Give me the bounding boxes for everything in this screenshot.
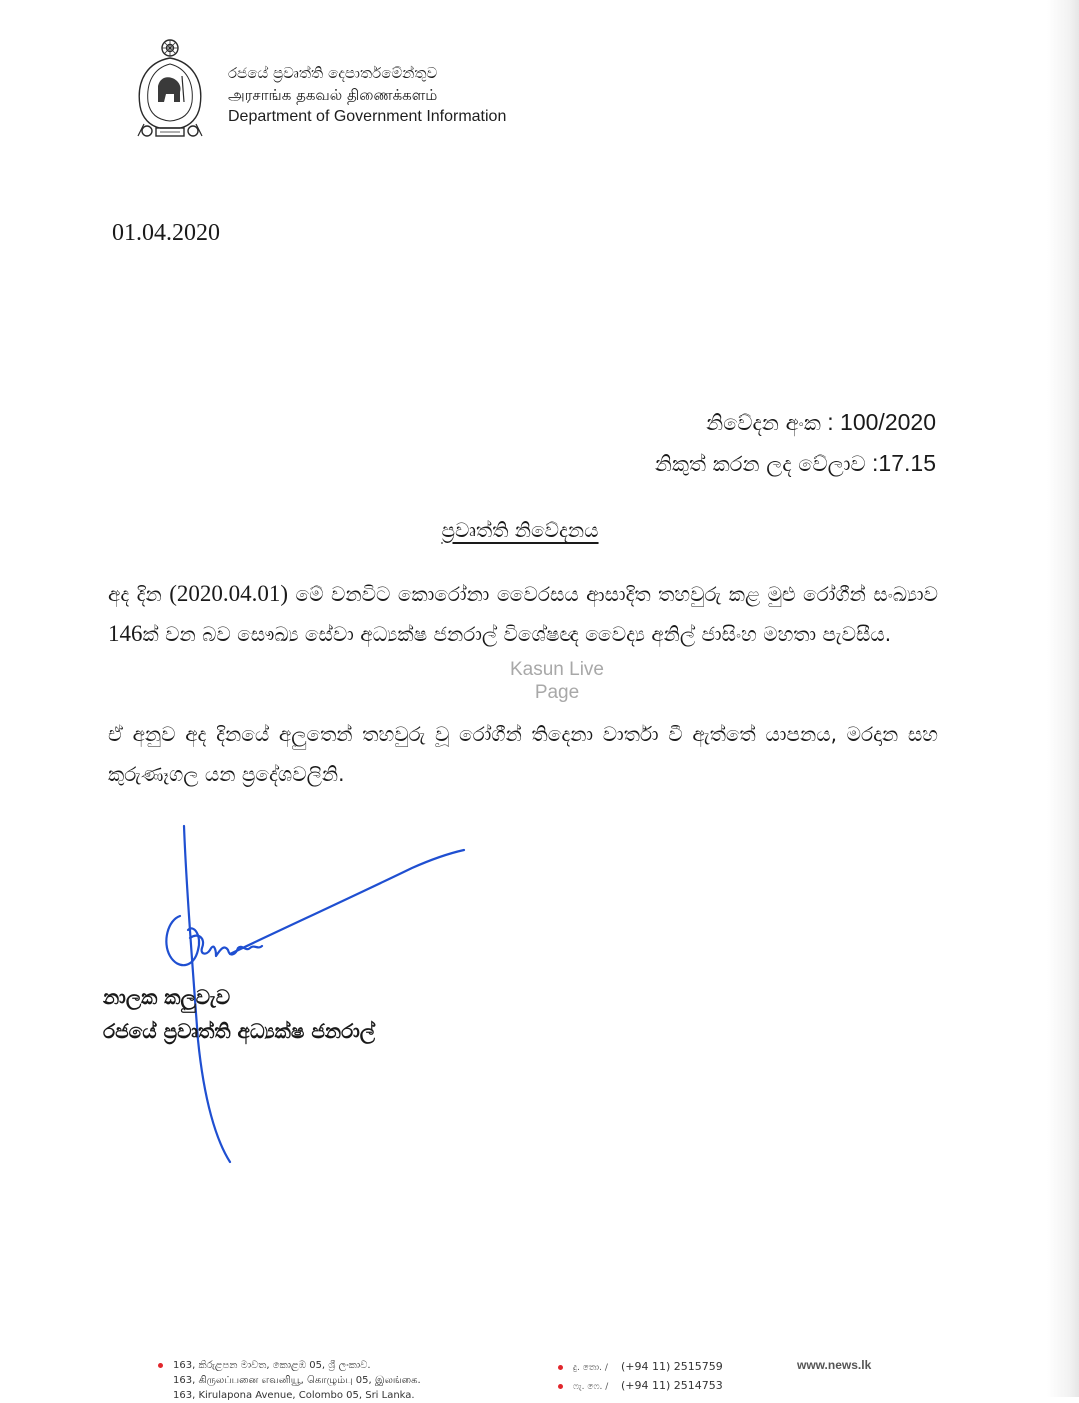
release-number-value: : 100/2020 bbox=[820, 409, 936, 435]
sri-lanka-emblem-icon bbox=[130, 36, 210, 140]
footer-contact bbox=[558, 1358, 723, 1396]
watermark-line-1: Kasun Live bbox=[509, 659, 604, 680]
bullet-icon bbox=[558, 1384, 563, 1389]
release-number-label: නිවේදන අංක bbox=[706, 411, 821, 435]
fax-label: ෆැ. ෆෙ. / bbox=[573, 1382, 609, 1392]
scan-edge-shadow bbox=[1047, 0, 1079, 1397]
issued-time-row bbox=[655, 443, 936, 484]
body-paragraph-1 bbox=[108, 574, 938, 654]
signer-designation: රජයේ ප්‍රවෘත්ති අධ්‍යක්ෂ ජනරාල් bbox=[103, 1019, 376, 1043]
dept-name-english: Department of Government Information bbox=[228, 108, 507, 125]
watermark bbox=[492, 658, 622, 704]
bullet-icon bbox=[558, 1365, 563, 1370]
paragraph1-post: ක් වන බව සෞඛ්‍ය සේවා අධ්‍යක්ෂ ජනරාල් විශේෂඥ වෛද්‍ය අනිල් ජාසිංහ මහතා පැවසීය. bbox=[142, 622, 892, 646]
phone-number: (+94 11) 2515759 bbox=[621, 1360, 723, 1373]
paragraph1-date: (2020.04.01) bbox=[169, 581, 289, 606]
phone-row bbox=[558, 1358, 723, 1377]
issued-time-label: නිකුත් කරන ලද වේලාව bbox=[654, 452, 866, 476]
department-header bbox=[228, 62, 506, 128]
address-tamil: 163, கிருலப்பனை எவனியூ, கொழும்பு 05, இலங்கை. bbox=[173, 1375, 421, 1386]
release-meta bbox=[655, 402, 936, 484]
release-title-text: ප්‍රවෘත්ති නිවේදනය bbox=[441, 518, 599, 542]
paragraph1-pre: අද දින bbox=[108, 582, 170, 606]
dept-name-tamil: அரசாங்க தகவல் திணைக்களம் bbox=[228, 86, 438, 104]
dept-name-sinhala: රජයේ ප්‍රවෘත්ති දෙපාර්තමේන්තුව bbox=[228, 64, 438, 82]
issued-time-value: :17.15 bbox=[865, 450, 936, 476]
fax-number: (+94 11) 2514753 bbox=[621, 1379, 723, 1392]
release-number-row bbox=[655, 402, 936, 443]
signer-name: නාලක කලුවැව bbox=[103, 985, 231, 1009]
release-date: 01.04.2020 bbox=[112, 220, 220, 246]
address-english: 163, Kirulapona Avenue, Colombo 05, Sri Lanka. bbox=[173, 1390, 415, 1401]
watermark-line-2: Page bbox=[534, 682, 580, 703]
website-link[interactable]: www.news.lk bbox=[797, 1358, 872, 1372]
signer-block bbox=[103, 980, 375, 1048]
fax-row bbox=[558, 1377, 723, 1396]
paragraph1-mid: මේ වනවිට කොරෝනා වෛරසය ආසාදිත තහවුරු කළ මුළු රෝගීන් සංඛ්‍යාව bbox=[288, 582, 938, 606]
letterhead-footer bbox=[0, 1356, 1079, 1401]
bullet-icon bbox=[158, 1363, 163, 1368]
phone-label: දු. තො. / bbox=[573, 1363, 608, 1373]
paragraph1-count: 146 bbox=[108, 621, 143, 646]
release-title bbox=[0, 518, 1040, 542]
footer-address bbox=[158, 1358, 421, 1403]
address-sinhala: 163, කිරුළපන මාවත, කොළඹ 05, ශ්‍රී ලංකාව. bbox=[158, 1358, 421, 1373]
body-paragraph-2: ඒ අනුව අද දිනයේ අලුතෙන් තහවුරු වූ රෝගීන් තිදෙනා වාර්තා වී ඇත්තේ යාපනය, මරදාන සහ කුරුණෑගල යන ප්‍රදේශවලිනි. bbox=[108, 722, 938, 786]
